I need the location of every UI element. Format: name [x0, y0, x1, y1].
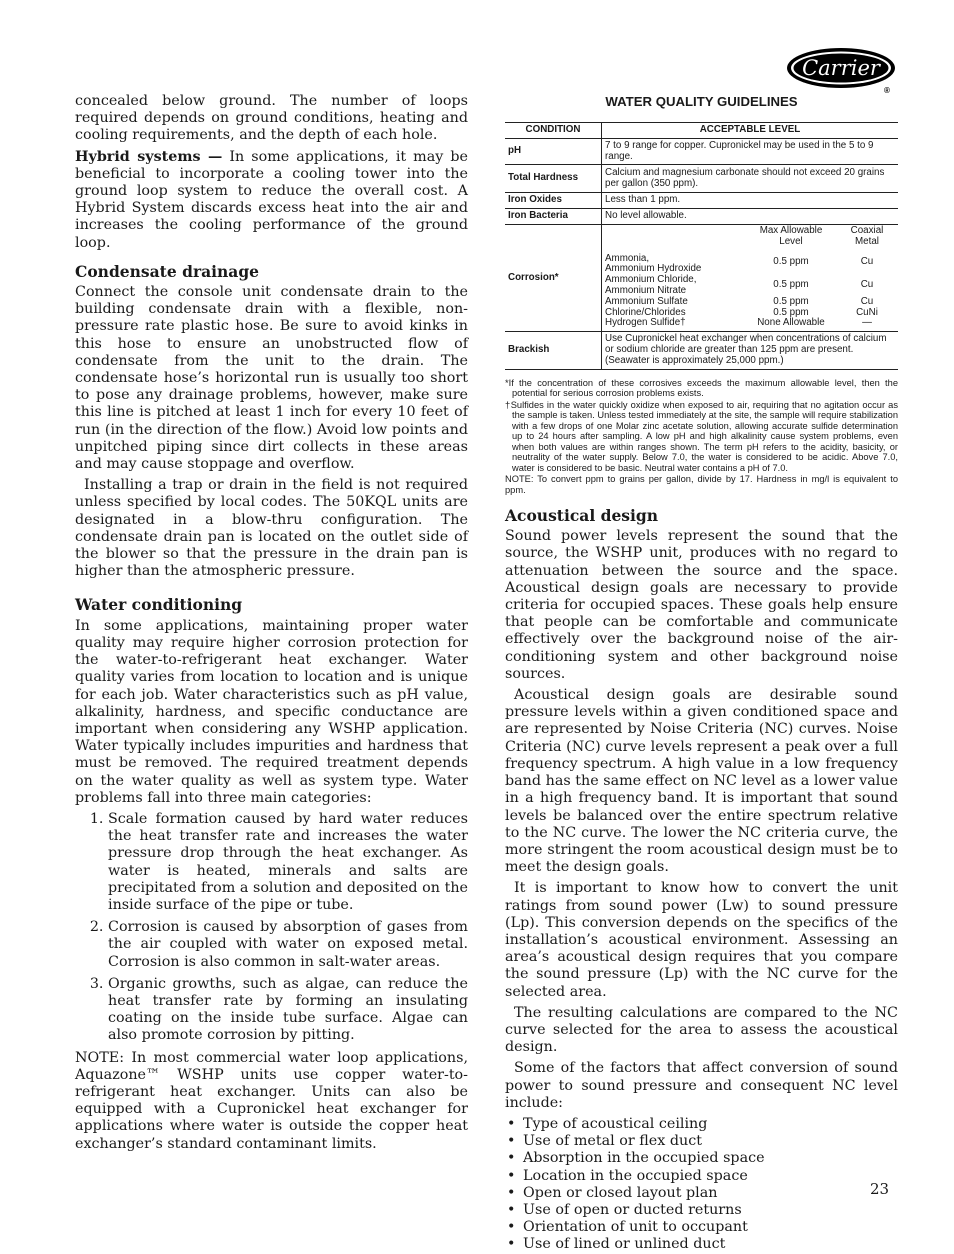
- acoustic-paragraph-5: Some of the factors that affect conversion of sound power to sound pressure and consequent NC level include:: [505, 1060, 898, 1111]
- corrosion-name: Ammonium Sulfate: [605, 295, 688, 307]
- acoustical-section: [505, 507, 898, 1254]
- list-item: • Open or closed layout plan: [505, 1185, 898, 1202]
- table-row: [505, 193, 898, 209]
- table-row: [505, 209, 898, 225]
- water-paragraph: In some applications, maintaining proper water quality may require higher corrosion protection for the water-to-refrigerant heat exchanger. Water quality varies from location to location and is unique for each job. Water characteristics such as pH value, alkalinity, hardness, and specific conductance are important when considering any WSHP application. Water typically includes impurities and hardness that must be removed. The required treatment depends on the water quality as well as system type. Water problems fall into three main categories:: [75, 617, 468, 806]
- acoustic-heading: Acoustical design: [505, 506, 659, 526]
- corrosion-details: [602, 224, 899, 331]
- table-row: [505, 332, 898, 369]
- list-item: • Use of lined or unlined duct: [505, 1236, 898, 1253]
- corrosion-name: Chlorine/Chlorides: [605, 306, 686, 318]
- corrosion-level: 0.5 ppm: [773, 279, 809, 291]
- water-note: NOTE: In most commercial water loop applications, Aquazone™ WSHP units use copper water-to-refrigerant heat exchanger. Units can also be equipped with a Cupronickel heat exchanger for applications where water is outside the copper heat exchanger’s standard contaminant limits.: [75, 1049, 468, 1152]
- water-quality-table: [505, 122, 898, 370]
- corrosion-name: Ammonium Chloride, Ammonium Nitrate: [605, 274, 697, 296]
- condensate-heading: Condensate drainage: [75, 261, 260, 281]
- footnote-dagger: †Sulfides in the water quickly oxidize when exposed to air, requiring that no agitation occur as the sample is taken. Unless tested immediately at the site, the sample will require stabilization with a few drops of one Molar zinc acetate solution, allowing accurate sulfide determination up to 24 hours after sampling. A low pH and high alkalinity cause system problems, even when both values are within ranges shown. The term pH refers to the acidity, basicity, or neutrality of the water supply. Below 7.0, the water is considered to be acidic. Above 7.0, water is considered to be basic. Neutral water contains a pH of 7.0.: [505, 399, 898, 473]
- acoustic-paragraph-2: Acoustical design goals are desirable sound pressure levels within a given conditioned space and are represented by Noise Criteria (NC) curves. Noise Criteria (NC) curve levels represent a peak over a full frequency spectrum. A high value in a low frequency band has the same effect on NC level as a lower value in a high frequency band. It is important that sound levels be balanced over the entire spectrum relative to the NC curve. The lower the NC criteria curve, the more stringent the room acoustical design must be to meet the design goals.: [505, 687, 898, 876]
- condition-hardness: Total Hardness: [505, 165, 602, 193]
- level-brackish: Use Cupronickel heat exchanger when concentrations of calcium or sodium chloride are greater than 125 ppm are present. (Seawater is approximately 25,000 ppm.): [602, 332, 899, 369]
- level-hardness: Calcium and magnesium carbonate should not exceed 20 grains per gallon (350 ppm).: [602, 165, 899, 193]
- right-column: [505, 93, 898, 1254]
- list-item: • Location in the occupied space: [505, 1168, 898, 1185]
- intro-paragraph: concealed below ground. The number of loops required depends on ground conditions, heating and cooling requirements, and the depth of each hole.: [75, 93, 468, 144]
- condensate-paragraph-1: Connect the console unit condensate drain to the building condensate drain with a flexible, non-pressure rate plastic hose. Be sure to avoid kinks in this hose to ensure an unobstructed flow of condensate from the unit to the drain. The condensate hose’s horizontal run is usually too short to pose any drainage problems, however, make sure this line is pitched at least 1 inch for every 10 feet of run (in the direction of the flow.) Avoid low points and unpitched piping since dirt collects in these areas and may cause stoppage and overflow.: [75, 284, 468, 473]
- corrosion-metal: —: [862, 317, 872, 329]
- list-item: • Use of metal or flex duct: [505, 1133, 898, 1150]
- table-footnotes: [505, 378, 898, 496]
- left-column: [75, 93, 468, 1153]
- corrosion-metal: Cu: [860, 295, 874, 307]
- corrosion-name: Ammonia, Ammonium Hydroxide: [605, 252, 702, 275]
- list-item: • Orientation of unit to occupant: [505, 1219, 898, 1236]
- footnote-note: NOTE: To convert ppm to grains per gallon, divide by 17. Hardness in mg/l is equivalent to ppm.: [505, 474, 898, 495]
- factor-list: [505, 1116, 898, 1254]
- table-title: WATER QUALITY GUIDELINES: [605, 94, 798, 109]
- footnote-star: *If the concentration of these corrosives exceeds the maximum allowable level, then the potential for serious corrosion problems exists.: [505, 377, 898, 399]
- hybrid-text: In some applications, it may be beneficial to incorporate a cooling tower into the ground loop system to reduce the overall cost. A Hybrid System discards excess heat into the air and increases the cooling performance of the ground loop.: [75, 148, 468, 251]
- level-iron-oxides: Less than 1 ppm.: [602, 193, 899, 209]
- corrosion-metal: Cu: [860, 255, 874, 267]
- condition-iron-bacteria: Iron Bacteria: [505, 209, 602, 225]
- list-item: 3. Organic growths, such as algae, can reduce the heat transfer rate by forming an insulating coating on the inside tube surface. Algae can also promote corrosion by pitting.: [108, 976, 468, 1045]
- list-item: • Use of open or ducted returns: [505, 1202, 898, 1219]
- table-row: [505, 224, 898, 331]
- carrier-logo: [786, 46, 901, 94]
- registered-mark: ®: [884, 86, 890, 94]
- list-item: • Type of acoustical ceiling: [505, 1116, 898, 1133]
- condition-iron-oxides: Iron Oxides: [505, 193, 602, 209]
- acoustic-paragraph-1: Sound power levels represent the sound that the source, the WSHP unit, produces with no regard to attenuation between the source and the space. Acoustical design goals are necessary to provide criteria for occupied spaces. These goals help ensure that people can be comfortable and communicate effectively over the background noise of the air-conditioning system and other background noise sources.: [505, 528, 898, 682]
- list-item: • Absorption in the occupied space: [505, 1150, 898, 1167]
- col-coaxial-metal: Coaxial Metal: [850, 224, 884, 247]
- acoustic-paragraph-3: It is important to know how to convert the unit ratings from sound power (Lw) to sound pressure (Lp). This conversion depends on the specifics of the installation’s acoustical environment. Assessing an area’s acoustical design requires that you compare the sound pressure (Lp) with the NC curve for the selected area.: [505, 880, 898, 1000]
- header-acceptable-level: ACCEPTABLE LEVEL: [602, 123, 899, 139]
- corrosion-metal: CuNi: [856, 306, 878, 318]
- water-problem-list: [75, 811, 468, 1045]
- corrosion-level: 0.5 ppm: [773, 255, 809, 267]
- table-row: [505, 165, 898, 193]
- water-heading: Water conditioning: [75, 595, 243, 615]
- hybrid-paragraph: [75, 149, 468, 252]
- corrosion-metal: Cu: [860, 279, 874, 291]
- list-item: 1. Scale formation caused by hard water reduces the heat transfer rate and increases the water pressure drop through the heat exchanger. As water is heated, minerals and salts are precipitated from a solution and deposited on the inside surface of the pipe or tube.: [108, 811, 468, 914]
- corrosion-level: None Allowable: [757, 317, 825, 329]
- col-max-allowable: Max Allowable Level: [759, 224, 823, 247]
- condensate-paragraph-2: Installing a trap or drain in the field is not required unless specified by local codes. The 50KQL units are designated in a blow-thru configuration. The condensate drain pan is located on the outlet side of the blower so that the pressure in the drain pan is higher than the atmospheric pressure.: [75, 477, 468, 580]
- condition-brackish: Brackish: [505, 332, 602, 369]
- level-ph: 7 to 9 range for copper. Cupronickel may be used in the 5 to 9 range.: [602, 138, 899, 165]
- level-iron-bacteria: No level allowable.: [602, 209, 899, 225]
- corrosion-level: 0.5 ppm: [773, 306, 809, 318]
- corrosion-level: 0.5 ppm: [773, 295, 809, 307]
- table-row: [505, 138, 898, 165]
- page-number: 23: [870, 1180, 890, 1198]
- corrosion-name: Hydrogen Sulfide†: [605, 317, 686, 329]
- logo-wordmark: Carrier: [802, 56, 880, 80]
- header-condition: CONDITION: [505, 123, 602, 139]
- condition-corrosion: Corrosion*: [505, 224, 602, 331]
- acoustic-paragraph-4: The resulting calculations are compared to the NC curve selected for the area to assess the acoustical design.: [505, 1004, 898, 1056]
- hybrid-lead: Hybrid systems —: [75, 148, 223, 165]
- list-item: 2. Corrosion is caused by absorption of gases from the air coupled with water on exposed metal. Corrosion is also common in salt-water areas.: [108, 919, 468, 971]
- condition-ph: pH: [505, 138, 602, 165]
